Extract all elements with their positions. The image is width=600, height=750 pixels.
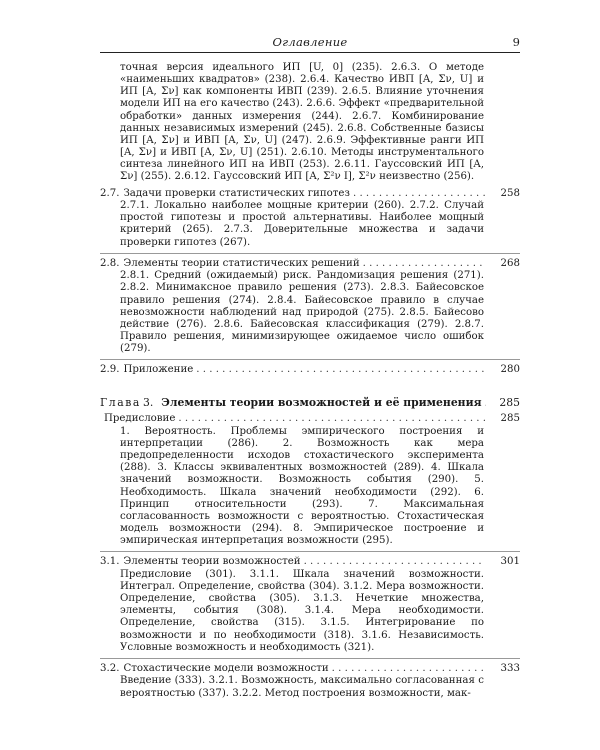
page-number: 9 bbox=[512, 35, 520, 49]
toc-section-2-9 bbox=[100, 364, 520, 377]
section-page: 258 bbox=[500, 187, 520, 199]
section-description: Введение (333). 3.2.1. Возможность, максимально согласованная с вероятностью (337). 3.2.2. Метод построения возможности, мак- bbox=[120, 675, 484, 699]
divider bbox=[100, 359, 520, 360]
toc-section-3-1 bbox=[100, 556, 520, 654]
dot-leader bbox=[196, 364, 485, 377]
section-title: Элементы теории статистических решений bbox=[123, 257, 360, 269]
dot-leader bbox=[332, 663, 485, 676]
section-number: 2.8. bbox=[100, 257, 120, 269]
dot-leader bbox=[178, 413, 485, 426]
toc-body bbox=[100, 62, 520, 700]
section-description: 1. Вероятность. Проблемы эмпирического построения и интерпретации (286). 2. Возможность как мера предопределенности исходов стохастического эксперимента (288). 3. Классы эквивалентных возможностей (289). 4. Шкала значений возможности. Возможность события (290). 5. Необходимость. Шкала значений необходимости (292). 6. Принцип относительности (293). 7. Максимальная согласованность возможности с вероятностью. Стохастическая модель возможности (294). 8. Эмпирическое построение и эмпирическая интерпретация возможности (295). bbox=[120, 425, 484, 547]
toc-section-2-8 bbox=[100, 258, 520, 356]
section-number: 2.9. bbox=[100, 364, 120, 376]
section-description: 2.7.1. Локально наиболее мощные критерии (260). 2.7.2. Случай простой гипотезы и простой альтернативы. Наиболее мощный критерий (265). 2.7.3. Доверительные множества и задачи проверки гипотез (267). bbox=[120, 200, 484, 248]
section-description: 2.8.1. Средний (ожидаемый) риск. Рандомизация решения (271). 2.8.2. Минимаксное правило решения (273). 2.8.3. Байесовское правило решения (274). 2.8.4. Байесовское правило в случае невозможности наблюдений над природой (275). 2.8.5. Байесово действие (276). 2.8.6. Байесовская классификация (279). 2.8.7. Правило решения, минимизирующее ожидаемое число ошибок (279). bbox=[120, 270, 484, 355]
section-title: Предисловие bbox=[104, 413, 176, 425]
toc-entry[interactable] bbox=[100, 556, 520, 569]
chapter-label: Глава 3. bbox=[100, 395, 154, 409]
divider bbox=[100, 551, 520, 552]
dot-leader bbox=[353, 188, 485, 201]
dot-leader bbox=[363, 258, 485, 271]
section-page: 301 bbox=[500, 556, 520, 568]
toc-entry[interactable] bbox=[100, 364, 520, 377]
section-title: Приложение bbox=[123, 364, 194, 376]
divider bbox=[100, 658, 520, 659]
continued-description: точная версия идеального ИП [U, 0] (235). 2.6.3. О методе «наименьших квадратов» (238). 2.6.4. Качество ИВП [A, Σν, U] и ИП [A, Σν] как компоненты ИВП (239). 2.6.5. Влияние уточнения модели ИП на его качество (243). 2.6.6. Эффект «предварительной обработки» данных измерения (244). 2.6.7. Комбинирование данных независимых измерений (245). 2.6.8. Собственные базисы ИП [A, Σν] и ИВП [A, Σν, U] (247). 2.6.9. Эффективные ранги ИП [A, Σν] и ИВП [A, Σν, U] (251). 2.6.10. Методы инструментального синтеза линейного ИП на ИВП (253). 2.6.11. Гауссовский ИП [A, Σν] (255). 2.6.12. Гауссовский ИП [A, Σ²ν I], Σ²ν неизвестно (256). bbox=[120, 62, 485, 183]
section-page: 333 bbox=[500, 662, 520, 674]
section-description: Предисловие (301). 3.1.1. Шкала значений возможности. Интеграл. Определение, свойства (304). 3.1.2. Мера возможности. Определение, свойства (305). 3.1.3. Нечеткие множества, элементы, события (308). 3.1.4. Мера необходимости. Определение, свойства (315). 3.1.5. Интегрирование по возможности и по необходимости (318). 3.1.6. Независимость. Условные возможность и необходимость (321). bbox=[120, 568, 484, 653]
toc-section-preface bbox=[100, 413, 520, 547]
toc-section-3-2 bbox=[100, 663, 520, 700]
toc-entry[interactable] bbox=[100, 663, 520, 676]
section-title: Стохастические модели возможности bbox=[123, 662, 329, 674]
running-header bbox=[100, 34, 520, 53]
toc-entry[interactable] bbox=[100, 258, 520, 271]
toc-entry[interactable] bbox=[100, 188, 520, 201]
toc-entry[interactable] bbox=[100, 413, 520, 426]
toc-chapter-3[interactable] bbox=[100, 397, 520, 410]
section-page: 268 bbox=[500, 257, 520, 269]
section-number: 3.1. bbox=[100, 556, 120, 568]
chapter-title: Элементы теории возможностей и её применения bbox=[161, 395, 482, 409]
dot-leader bbox=[304, 556, 485, 569]
toc-section-2-7 bbox=[100, 188, 520, 249]
chapter-page: 285 bbox=[499, 395, 520, 409]
section-page: 280 bbox=[500, 364, 520, 376]
section-title: Задачи проверки статистических гипотез bbox=[123, 187, 350, 199]
section-number: 2.7. bbox=[100, 187, 120, 199]
chapter-number: 3. bbox=[142, 395, 154, 409]
divider bbox=[100, 253, 520, 254]
section-page: 285 bbox=[500, 413, 520, 425]
section-title: Элементы теории возможностей bbox=[123, 556, 301, 568]
section-number: 3.2. bbox=[100, 662, 120, 674]
header-title: Оглавление bbox=[272, 35, 348, 49]
